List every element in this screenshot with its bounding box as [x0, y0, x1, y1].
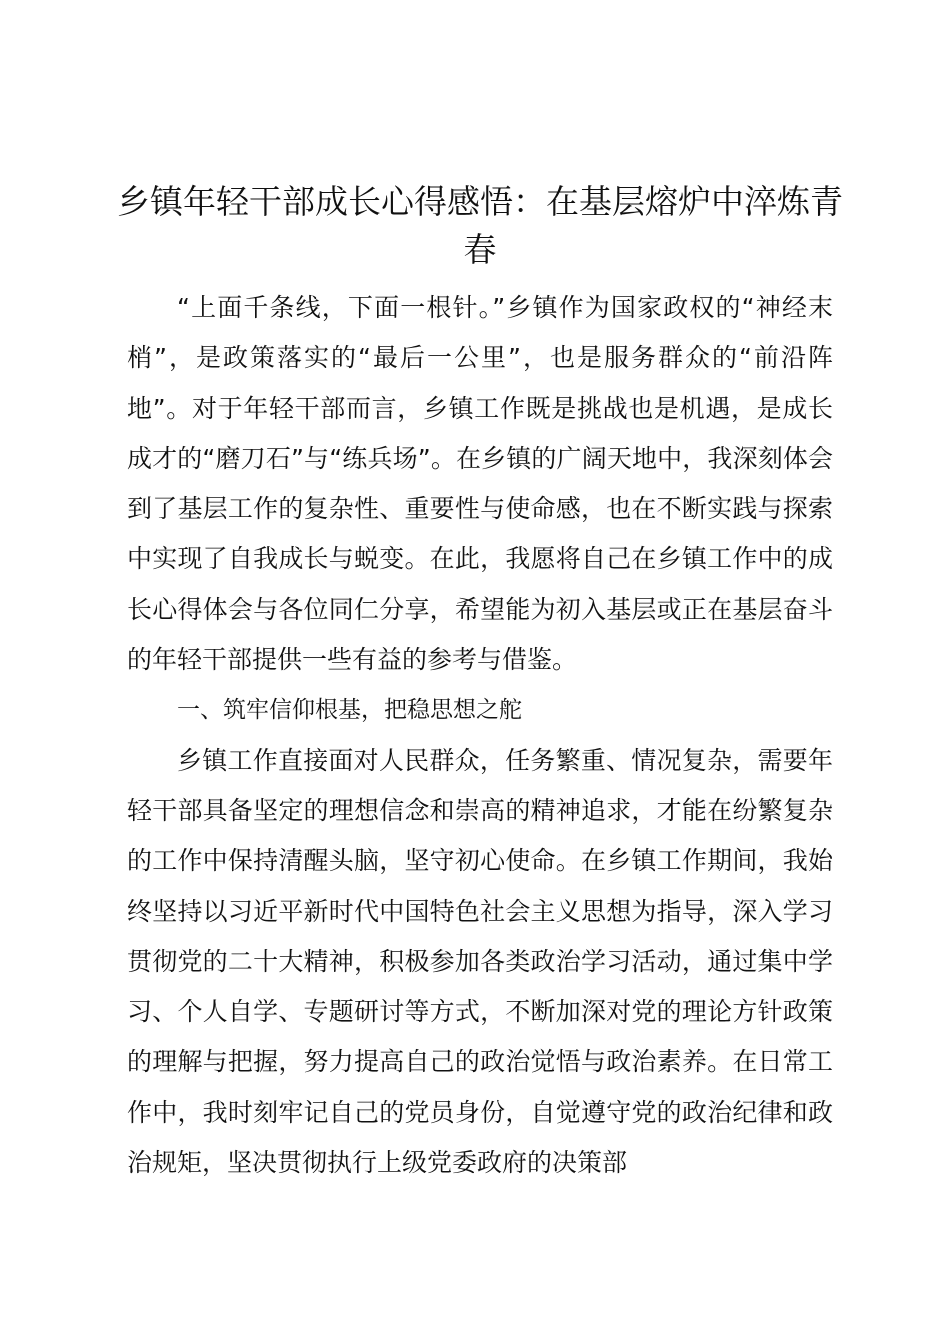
document-title: 乡镇年轻干部成长心得感悟：在基层熔炉中淬炼青春 [117, 182, 843, 270]
intro-paragraph: “上面千条线，下面一根针。”乡镇作为国家政权的“神经末梢”，是政策落实的“最后一公里”，也是服务群众的“前沿阵地”。对于年轻干部而言，乡镇工作既是挑战也是机遇，是成长成才的“磨刀石”与“练兵场”。在乡镇的广阔天地中，我深刻体会到了基层工作的复杂性、重要性与使命感，也在不断实践与探索中实现了自我成长与蜕变。在此，我愿将自己在乡镇工作中的成长心得体会与各位同仁分享，希望能为初入基层或正在基层奋斗的年轻干部提供一些有益的参考与借鉴。 [127, 293, 833, 675]
section-heading: 一、筑牢信仰根基，把稳思想之舵 [177, 697, 522, 724]
document-body [127, 283, 833, 1188]
section-paragraph: 乡镇工作直接面对人民群众，任务繁重、情况复杂，需要年轻干部具备坚定的理想信念和崇高的精神追求，才能在纷繁复杂的工作中保持清醒头脑，坚守初心使命。在乡镇工作期间，我始终坚持以习近平新时代中国特色社会主义思想为指导，深入学习贯彻党的二十大精神，积极参加各类政治学习活动，通过集中学习、个人自学、专题研讨等方式，不断加深对党的理论方针政策的理解与把握，努力提高自己的政治觉悟与政治素养。在日常工作中，我时刻牢记自己的党员身份，自觉遵守党的政治纪律和政治规矩，坚决贯彻执行上级党委政府的决策部 [127, 745, 833, 1178]
